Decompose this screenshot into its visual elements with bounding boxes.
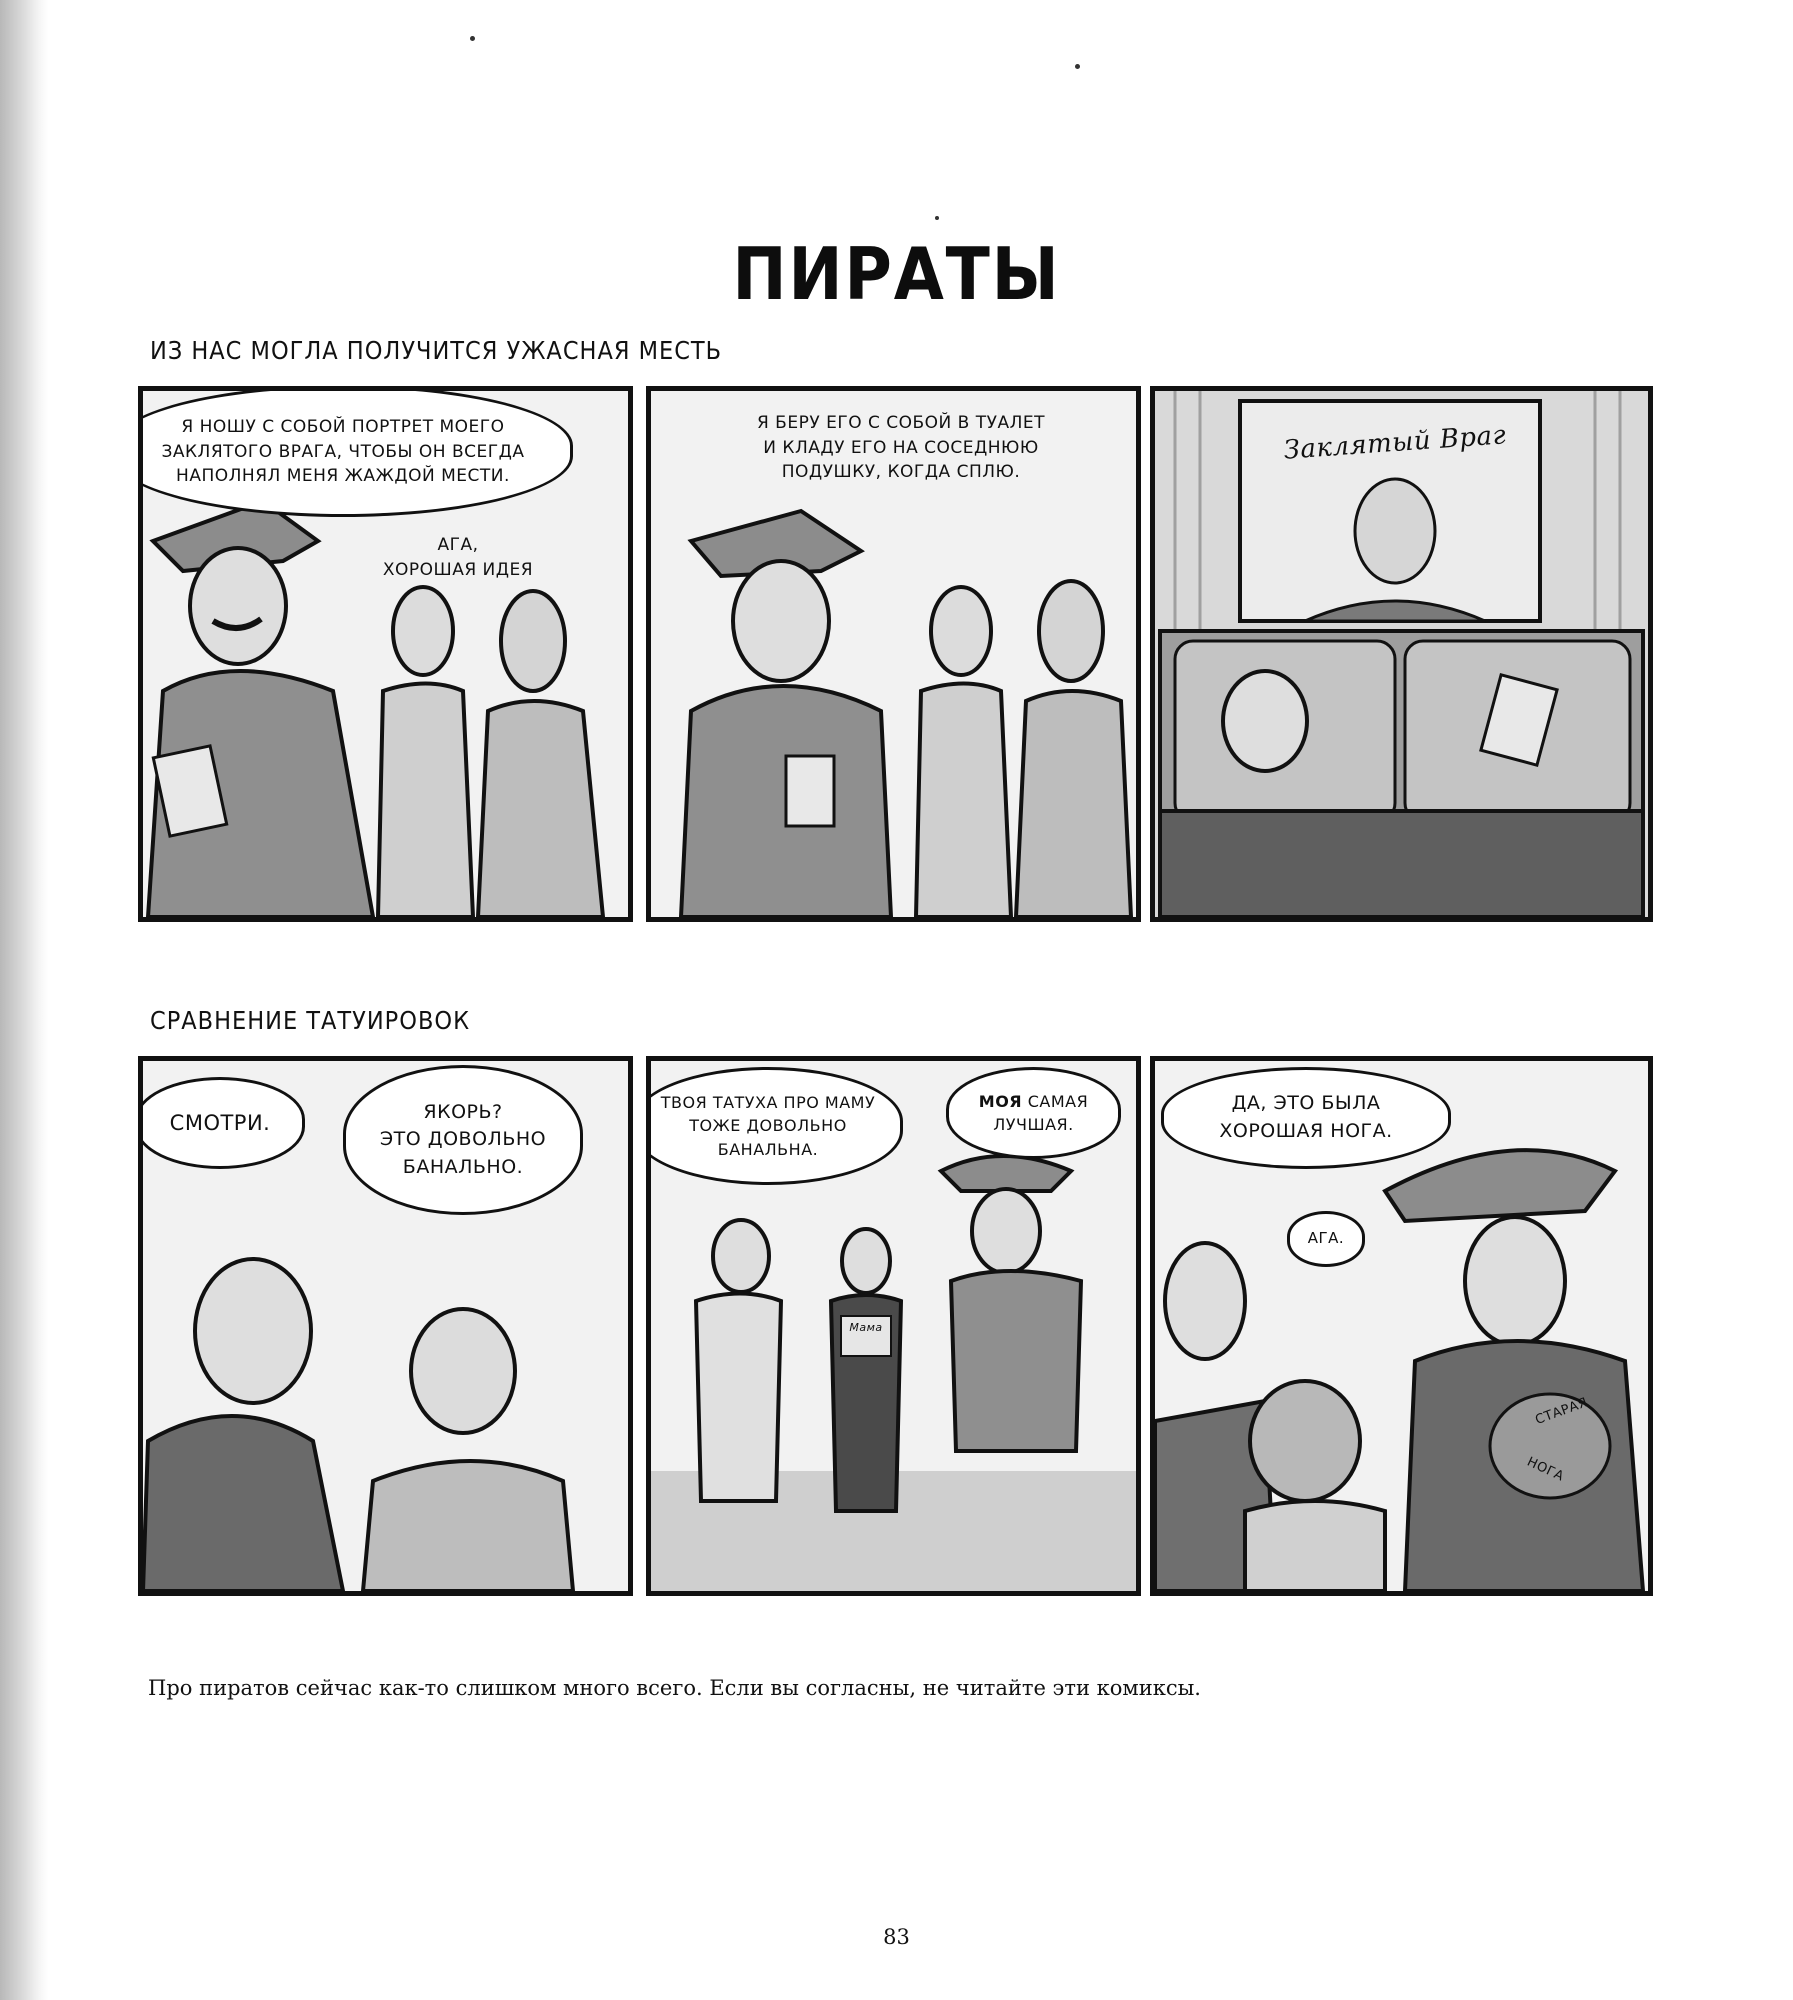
- comic-panel: [646, 1056, 1141, 1596]
- tattoo-text: НОГА: [1524, 1454, 1567, 1485]
- strip-title: ИЗ НАС МОГЛА ПОЛУЧИТСЯ УЖАСНАЯ МЕСТЬ: [150, 336, 723, 365]
- page-gutter-shadow: [0, 0, 48, 2000]
- speech-bubble: ТВОЯ ТАТУХА ПРО МАМУ ТОЖЕ ДОВОЛЬНО БАНАЛЬНА.: [646, 1067, 903, 1185]
- tattoo-text: СТАРАЯ: [1533, 1395, 1590, 1428]
- strip-title: СРАВНЕНИЕ ТАТУИРОВОК: [150, 1006, 471, 1035]
- speech-bubble: ЯКОРЬ? ЭТО ДОВОЛЬНО БАНАЛЬНО.: [343, 1065, 583, 1215]
- ink-speck: [935, 216, 939, 220]
- speech-text: АГА, ХОРОШАЯ ИДЕЯ: [382, 535, 534, 580]
- speech-bubble: ДА, ЭТО БЫЛА ХОРОШАЯ НОГА.: [1161, 1067, 1451, 1169]
- comic-panel: [1150, 1056, 1653, 1596]
- comic-panel: [138, 1056, 633, 1596]
- speech-bubble: СМОТРИ.: [138, 1077, 305, 1169]
- shirt-text: Мама: [849, 1321, 883, 1334]
- comic-panel: [1150, 386, 1653, 922]
- comic-panel: [646, 386, 1141, 922]
- page-title: ПИРАТЫ: [732, 232, 1061, 316]
- speech-bubble: АГА.: [1287, 1211, 1365, 1267]
- panel-illustration: [1155, 391, 1648, 917]
- page-caption: Про пиратов сейчас как-то слишком много всего. Если вы согласны, не читайте эти комиксы.: [148, 1676, 1201, 1700]
- ink-speck: [1075, 64, 1080, 69]
- ink-speck: [470, 36, 475, 41]
- page-number: 83: [883, 1925, 910, 1949]
- speech-bubble-bold: [946, 1067, 1121, 1159]
- bubble-rest: САМАЯ ЛУЧШАЯ.: [993, 1091, 1089, 1134]
- bold-word: МОЯ: [978, 1091, 1023, 1111]
- speech-text: Я БЕРУ ЕГО С СОБОЙ В ТУАЛЕТ И КЛАДУ ЕГО НА СОСЕДНЮЮ ПОДУШКУ, КОГДА СПЛЮ.: [756, 413, 1046, 483]
- comic-panel: [138, 386, 633, 922]
- speech-bubble: Я НОШУ С СОБОЙ ПОРТРЕТ МОЕГО ЗАКЛЯТОГО ВРАГА, ЧТОБЫ ОН ВСЕГДА НАПОЛНЯЛ МЕНЯ ЖАЖДОЙ МЕСТИ.: [138, 386, 573, 517]
- portrait-sign: Заклятый Враг: [1282, 420, 1508, 466]
